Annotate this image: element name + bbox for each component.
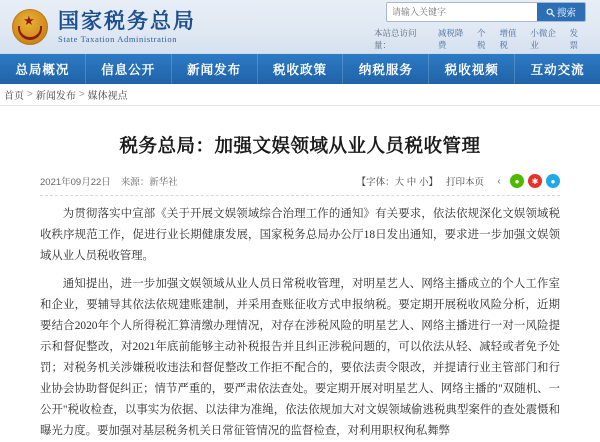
nav-item-hudongjiaoliu[interactable]: 互动交流 xyxy=(530,63,585,77)
article-paragraph-1: 为贯彻落实中宣部《关于开展文娱领域综合治理工作的通知》有关要求，依法依规深化文娱领域税收秩序规范工作，促进行业长期健康发展，国家税务总局办公厅18日发出通知，要求进一步加强文娱领域从业人员税收管理。 xyxy=(40,208,560,262)
breadcrumb-item-meitishidian[interactable]: 媒体视点 xyxy=(87,91,128,102)
quick-link-fapiao[interactable]: 发票 xyxy=(569,28,578,50)
main-nav xyxy=(0,54,600,84)
article-date: 2021年09月22日 xyxy=(40,177,111,188)
nav-item-shuishoushipin[interactable]: 税收视频 xyxy=(429,54,515,84)
breadcrumb xyxy=(0,84,600,106)
fontsize-small[interactable]: 小 xyxy=(418,177,429,188)
quick-link-jianshui[interactable]: 减税降费 xyxy=(437,28,464,50)
breadcrumb-item-xinwenfabu[interactable]: 新闻发布 xyxy=(35,91,76,102)
quick-link-xiaowei[interactable]: 小微企业 xyxy=(530,28,556,50)
quick-link-geshui[interactable]: 个税 xyxy=(476,28,486,50)
fontsize-label: 【字体： xyxy=(356,177,395,188)
national-emblem-icon: ★ xyxy=(10,7,50,47)
search-input[interactable] xyxy=(387,3,537,21)
nav-item-zongjugaikuang[interactable]: 总局概况 xyxy=(0,54,86,84)
article-meta xyxy=(40,174,560,196)
breadcrumb-separator-1: > xyxy=(27,89,33,100)
fontsize-controls xyxy=(357,174,438,188)
search-bar[interactable] xyxy=(386,2,586,22)
article-source-value: 新华社 xyxy=(149,177,178,188)
breadcrumb-home[interactable]: 首页 xyxy=(4,91,24,102)
fontsize-medium[interactable]: 中 xyxy=(406,177,417,188)
share-icon[interactable]: ‹ xyxy=(492,174,506,188)
quick-links xyxy=(374,27,586,51)
nav-item-shuishouzhengce[interactable]: 税收政策 xyxy=(258,54,344,84)
fontsize-large[interactable]: 大 xyxy=(394,177,405,188)
article-paragraph-2: 通知提出，进一步加强文娱领域从业人员日常税收管理，对明星艺人、网络主播成立的个人工作室和企业，要辅导其依法依规建账建制，并采用查账征收方式申报纳税。要定期开展税收风险分析，近期要结合2020年个人所得税汇算清缴办理情况，对存在涉税风险的明星艺人、网络主播进行一对一风险提示和督促整改，对2021年底前能够主动补税报告并且纠正涉税问题的，可以依法从轻、减轻或者免予处罚；对税务机关涉嫌税收违法和督促整改工作拒不配合的，要依法责令限改，并提请行业主管部门和行业协会协助督促纠正；情节严重的，要严肃依法查处。要定期开展对明星艺人、网络主播的"双随机、一公开"税收检查，以事实为依据、以法律为准绳，依法依规加大对文娱领域偷逃税典型案件的查处震慑和曝光力度。要加强对基层税务机关日常征管情况的监督检查，对利用职权徇私舞弊 xyxy=(40,278,560,437)
site-header xyxy=(0,0,600,54)
site-title-cn: 国家税务总局 xyxy=(58,8,196,33)
qq-icon[interactable]: ● xyxy=(546,174,560,188)
weibo-icon[interactable]: ✱ xyxy=(528,174,542,188)
article-source xyxy=(121,174,178,188)
print-button[interactable]: 打印本页 xyxy=(445,177,484,188)
nav-item-nashuifuwu[interactable]: 纳税服务 xyxy=(343,54,429,84)
nav-item-xinwenfabu[interactable]: 新闻发布 xyxy=(172,54,258,84)
site-title-en: State Taxation Administration xyxy=(58,33,178,44)
search-button[interactable] xyxy=(537,3,585,21)
article-body xyxy=(40,196,560,442)
breadcrumb-separator-2: > xyxy=(78,89,85,100)
article-meta-left xyxy=(40,174,178,188)
search-icon xyxy=(546,8,555,17)
article-source-label: 来源： xyxy=(120,177,150,188)
search-button-label: 搜索 xyxy=(556,8,576,19)
quick-link-visits: 本站总访问量： xyxy=(374,28,417,50)
quick-link-zengzhishui[interactable]: 增值税 xyxy=(499,28,517,50)
wechat-icon[interactable]: ● xyxy=(510,174,524,188)
article-meta-right xyxy=(357,174,560,188)
site-brand xyxy=(58,9,196,45)
fontsize-bracket: 】 xyxy=(428,177,438,188)
header-right xyxy=(374,2,590,51)
page-title: 税务总局：加强文娱领域从业人员税收管理 xyxy=(119,137,481,157)
article xyxy=(0,106,600,442)
nav-item-xinxigongkai[interactable]: 信息公开 xyxy=(86,54,172,84)
share-icons xyxy=(492,174,560,188)
